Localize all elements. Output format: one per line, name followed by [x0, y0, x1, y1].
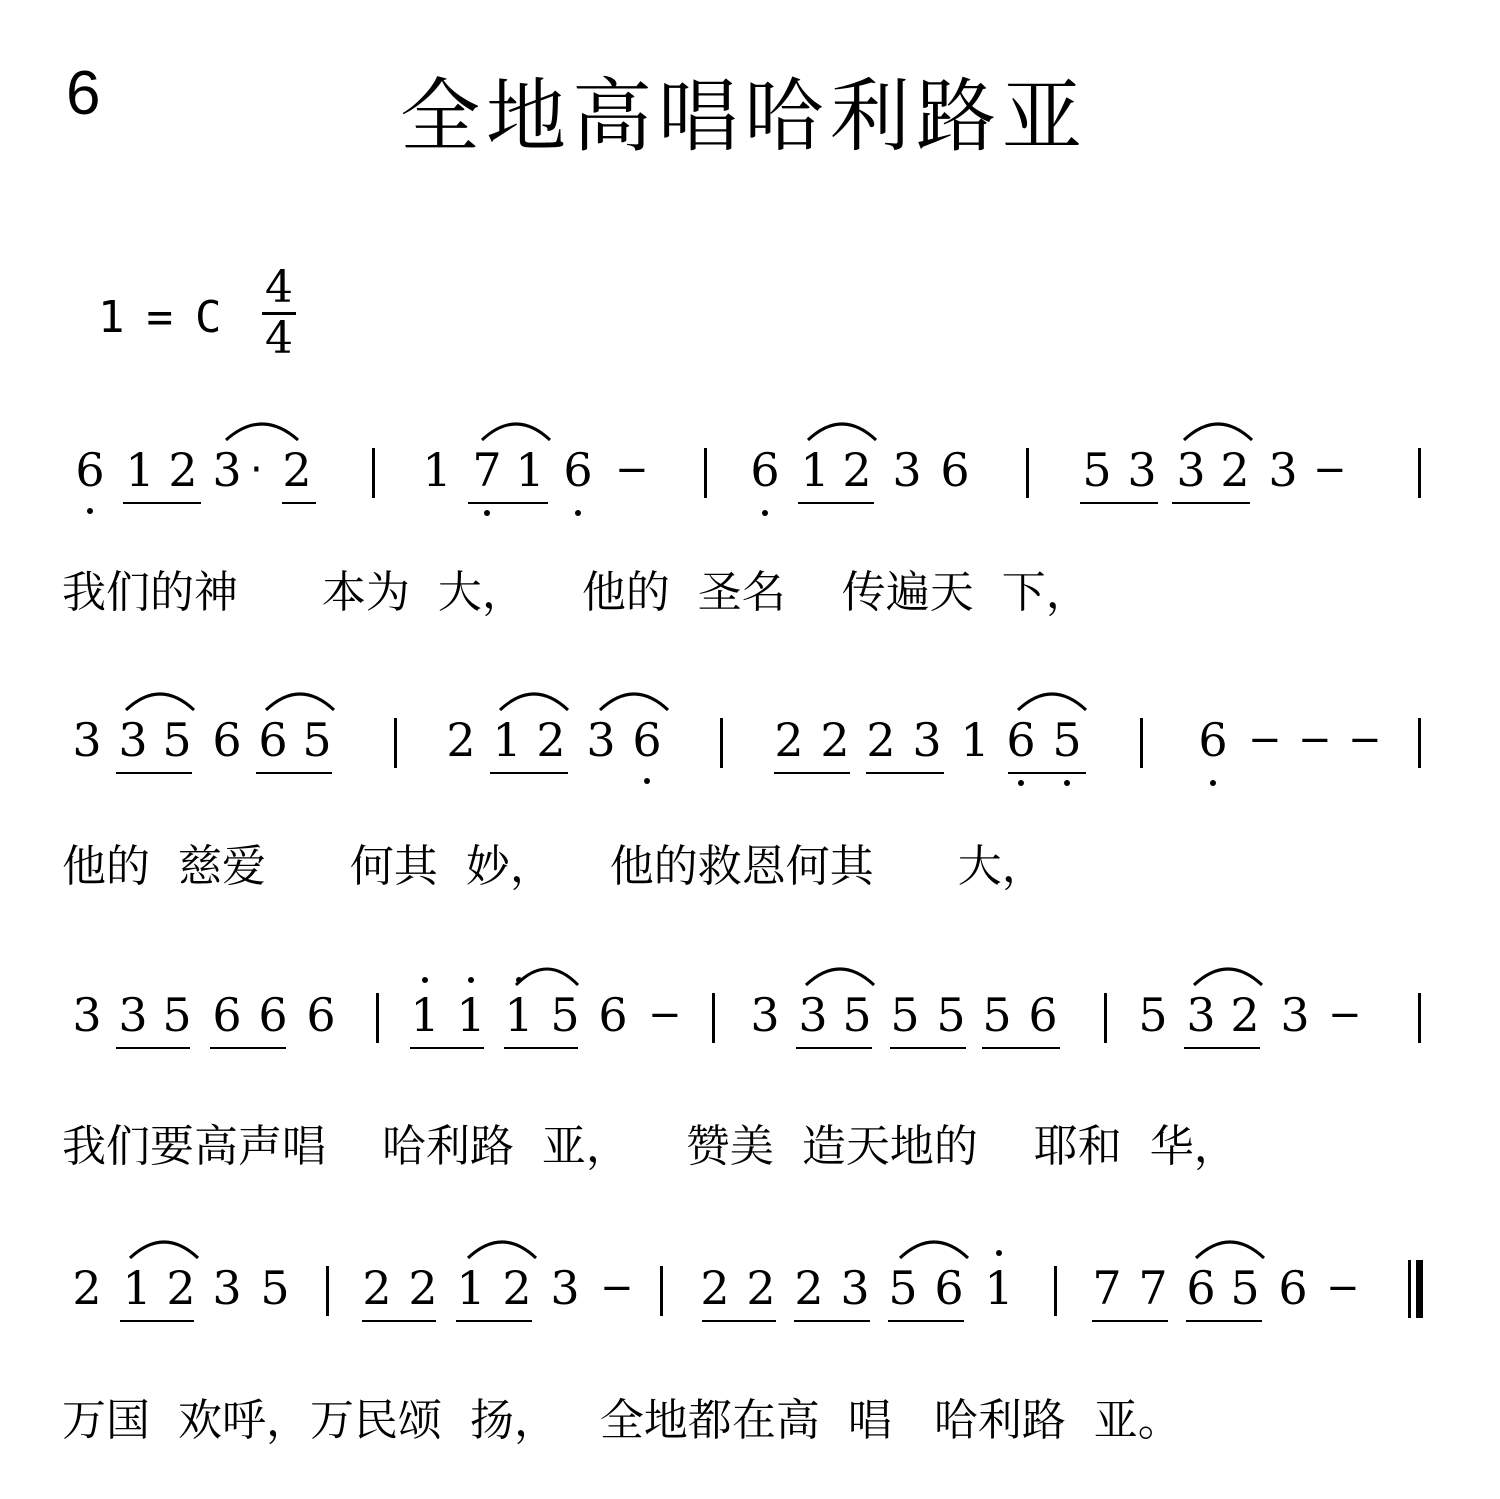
- staff-line-1: [60, 440, 1440, 530]
- lyric-line-2: 他的 慈爱 何其 妙， 他的救恩何其 大，: [62, 841, 1046, 892]
- staff-line-3: [60, 985, 1440, 1075]
- note: 3: [1176, 443, 1206, 497]
- note: 6: [258, 988, 288, 1042]
- lyric-line-3: 我们要高声唱 哈利路 亚， 赞美 造天地的 耶和 华，: [62, 1121, 1238, 1172]
- bar-line: [704, 448, 707, 498]
- note: 6: [1278, 1261, 1308, 1315]
- key-eq: =: [146, 292, 173, 343]
- note: 2: [794, 1261, 824, 1315]
- note: 5: [1138, 988, 1168, 1042]
- note: 1: [122, 1261, 152, 1315]
- note: 2: [866, 713, 896, 767]
- note: ·: [250, 447, 263, 493]
- note: 2: [168, 443, 198, 497]
- note: 2: [700, 1261, 730, 1315]
- note: 5: [260, 1261, 290, 1315]
- note: 6: [258, 713, 288, 767]
- note: 3: [750, 988, 780, 1042]
- note: 2: [446, 713, 476, 767]
- note: 2: [1230, 988, 1260, 1042]
- note: 3: [72, 713, 102, 767]
- note-dash: −: [1348, 717, 1382, 763]
- note: 1: [960, 713, 990, 767]
- bar-line: [326, 1266, 329, 1316]
- staff-line-2: [60, 710, 1440, 800]
- bar-line: [1054, 1266, 1057, 1316]
- note: 7: [1092, 1261, 1122, 1315]
- note: 5: [162, 988, 192, 1042]
- note: 6: [563, 443, 593, 497]
- time-sig-top: 4: [265, 262, 293, 313]
- bar-line: [376, 993, 379, 1043]
- note: 7: [1138, 1261, 1168, 1315]
- note-dash: −: [615, 447, 649, 493]
- note: 5: [302, 713, 332, 767]
- note: 3: [798, 988, 828, 1042]
- bar-line: [660, 1266, 663, 1316]
- lyric-line-1: 我们的神 本为 大， 他的 圣名 传遍天 下，: [62, 567, 1090, 618]
- note: 6: [1186, 1261, 1216, 1315]
- key-signature: [98, 292, 244, 343]
- note-dash: −: [1326, 1265, 1360, 1311]
- note: 1: [504, 988, 534, 1042]
- note: 5: [1082, 443, 1112, 497]
- note: 5: [982, 988, 1012, 1042]
- note: 2: [166, 1261, 196, 1315]
- note: 3: [118, 988, 148, 1042]
- time-sig-bottom: 4: [265, 313, 293, 364]
- note: 2: [842, 443, 872, 497]
- final-bar-thin: [1408, 1260, 1411, 1318]
- note: 6: [212, 713, 242, 767]
- note: 1: [984, 1261, 1014, 1315]
- note: 6: [306, 988, 336, 1042]
- key-letter: C: [195, 292, 222, 343]
- note: 3: [212, 443, 242, 497]
- bar-line: [1418, 993, 1421, 1043]
- note: 1: [456, 988, 486, 1042]
- note: 5: [550, 988, 580, 1042]
- note: 1: [492, 713, 522, 767]
- bar-line: [1418, 448, 1421, 498]
- note: 2: [774, 713, 804, 767]
- note: 2: [820, 713, 850, 767]
- key-one: 1: [98, 292, 125, 343]
- note: 3: [1186, 988, 1216, 1042]
- bar-line: [712, 993, 715, 1043]
- note: 3: [72, 988, 102, 1042]
- note: 3: [118, 713, 148, 767]
- note: 6: [1006, 713, 1036, 767]
- note: 5: [162, 713, 192, 767]
- note: 6: [598, 988, 628, 1042]
- note: 6: [1028, 988, 1058, 1042]
- note: 6: [632, 713, 662, 767]
- note: 6: [212, 988, 242, 1042]
- note: 1: [125, 443, 155, 497]
- note: 7: [472, 443, 502, 497]
- note: 5: [1230, 1261, 1260, 1315]
- note: 5: [842, 988, 872, 1042]
- note-dash: −: [1248, 717, 1282, 763]
- note: 5: [936, 988, 966, 1042]
- note-dash: −: [1298, 717, 1332, 763]
- note: 2: [1220, 443, 1250, 497]
- staff-line-4: [60, 1258, 1440, 1348]
- note: 2: [746, 1261, 776, 1315]
- note: 3: [912, 713, 942, 767]
- note: 6: [934, 1261, 964, 1315]
- note: 2: [282, 443, 312, 497]
- note: 1: [410, 988, 440, 1042]
- note: 1: [800, 443, 830, 497]
- note-dash: −: [1313, 447, 1347, 493]
- bar-line: [372, 448, 375, 498]
- note: 5: [888, 1261, 918, 1315]
- note: 2: [408, 1261, 438, 1315]
- note: 3: [1268, 443, 1298, 497]
- note: 6: [75, 443, 105, 497]
- bar-line: [1418, 718, 1421, 768]
- bar-line: [1104, 993, 1107, 1043]
- song-number: 6: [66, 59, 101, 128]
- note: 3: [1280, 988, 1310, 1042]
- note: 1: [515, 443, 545, 497]
- note: 1: [456, 1261, 486, 1315]
- note: 2: [536, 713, 566, 767]
- bar-line: [720, 718, 723, 768]
- bar-line: [1140, 718, 1143, 768]
- note: 6: [1198, 713, 1228, 767]
- note: 5: [890, 988, 920, 1042]
- note: 3: [586, 713, 616, 767]
- note: 3: [892, 443, 922, 497]
- note-dash: −: [600, 1265, 634, 1311]
- time-signature: [262, 262, 296, 364]
- note: 5: [1052, 713, 1082, 767]
- note: 2: [362, 1261, 392, 1315]
- bar-line: [1026, 448, 1029, 498]
- song-title: 全地高唱哈利路亚: [400, 70, 1088, 163]
- note: 3: [212, 1261, 242, 1315]
- note-dash: −: [1328, 992, 1362, 1038]
- note: 3: [840, 1261, 870, 1315]
- note: 6: [750, 443, 780, 497]
- note: 2: [72, 1261, 102, 1315]
- bar-line: [394, 718, 397, 768]
- note: 6: [940, 443, 970, 497]
- note: 1: [422, 443, 452, 497]
- note-dash: −: [648, 992, 682, 1038]
- lyric-line-4: 万国 欢呼，万民颂 扬， 全地都在高 唱 哈利路 亚。: [62, 1395, 1182, 1446]
- note: 3: [550, 1261, 580, 1315]
- final-bar-thick: [1416, 1260, 1423, 1318]
- note: 2: [502, 1261, 532, 1315]
- note: 3: [1127, 443, 1157, 497]
